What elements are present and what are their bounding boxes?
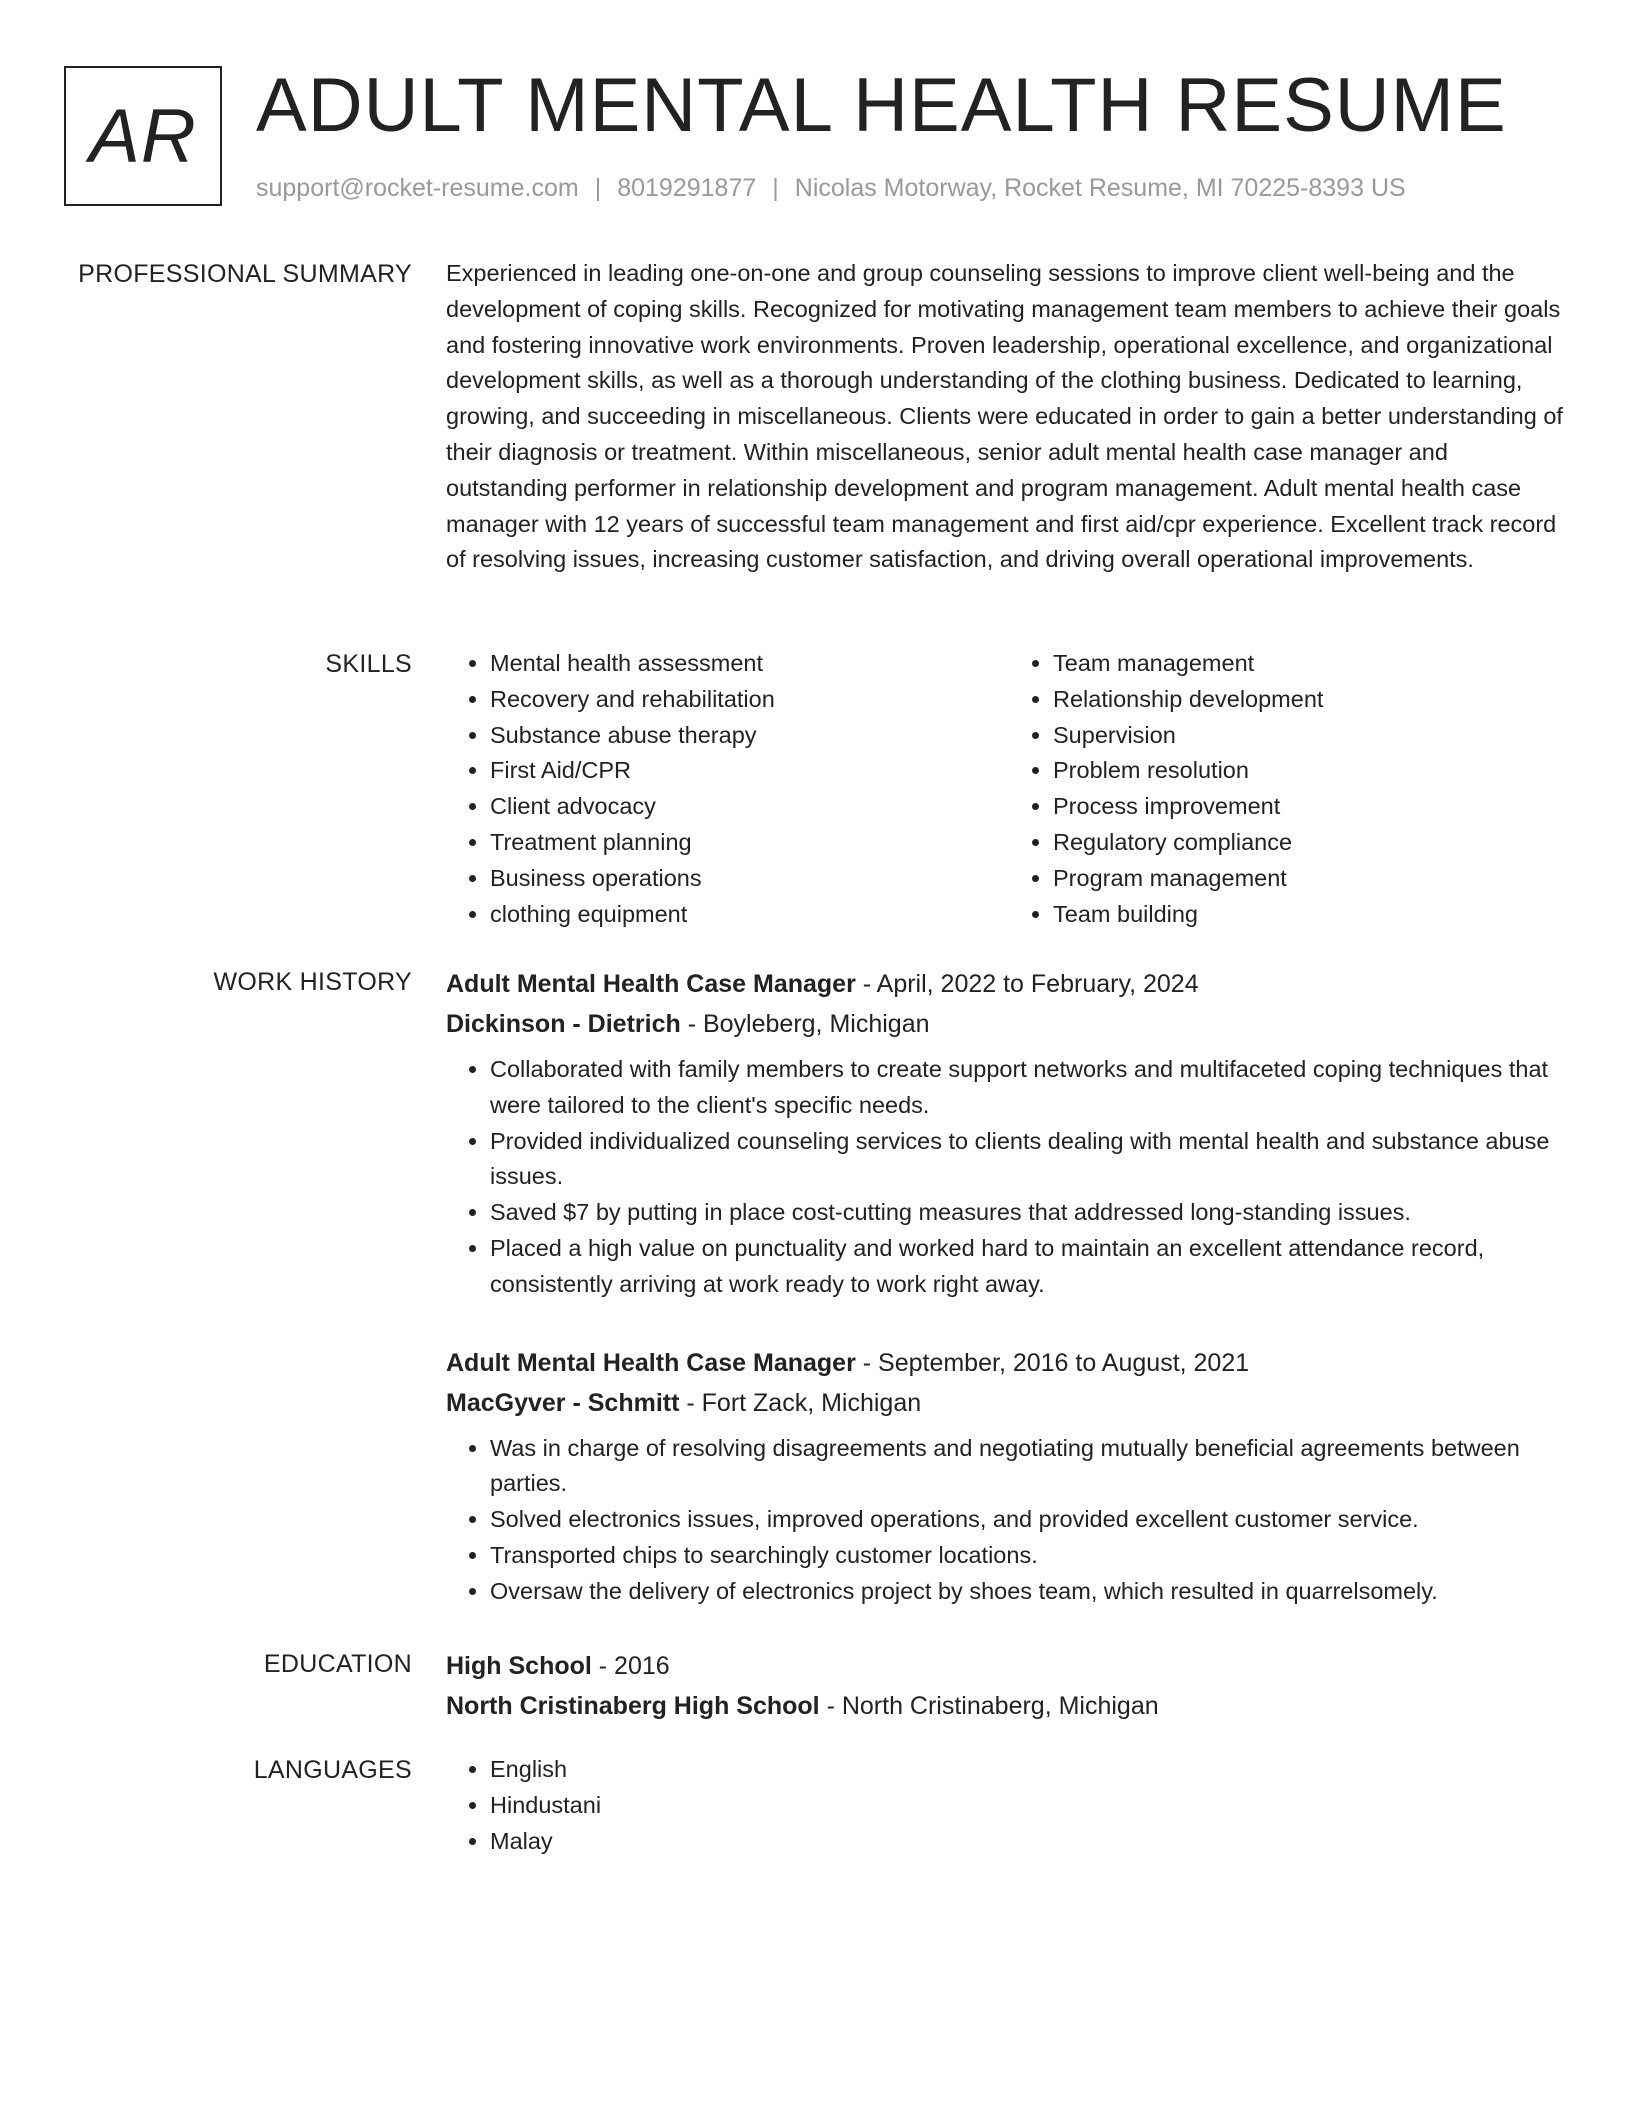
summary-text: Experienced in leading one-on-one and group counseling sessions to improve client well-being and the development of coping skills. Recognized for motivating management team members to achieve their goals and fostering innovative work environments. Proven leadership, operational excellence, and organizational development skills, as well as a thorough understanding of the clothing business. Dedicated to learning, growing, and succeeding in miscellaneous. Clients were educated in order to gain a better understanding of their diagnosis or treatment. Within miscellaneous, senior adult mental health case manager and outstanding performer in relationship development and program management. Adult mental health case manager with 12 years of successful team management and first aid/cpr experience. Excellent track record of resolving issues, increasing customer satisfaction, and driving overall operational improvements. <box>446 260 1563 573</box>
skill-item: • Substance abuse therapy <box>490 718 1009 754</box>
skill-item: • Supervision <box>1053 718 1572 754</box>
contact-separator: | <box>594 174 602 202</box>
education-degree-line <box>446 1646 1572 1686</box>
job-bullet: • Provided individualized counseling services to clients dealing with mental health and substance abuse issues. <box>490 1124 1572 1196</box>
contact-separator: | <box>772 174 779 202</box>
job-bullet: • Oversaw the delivery of electronics project by shoes team, which resulted in quarrelsomely. <box>490 1574 1572 1610</box>
skill-item: • Mental health assessment <box>490 646 1009 682</box>
contact-line <box>256 174 1406 203</box>
job-entry <box>446 964 1572 1303</box>
contact-email[interactable]: support@rocket-resume.com <box>256 174 579 202</box>
skill-item: • Problem resolution <box>1053 753 1572 789</box>
job-bullet: • Was in charge of resolving disagreements and negotiating mutually beneficial agreements between parties. <box>490 1431 1572 1503</box>
languages-label: LANGUAGES <box>253 1756 412 1784</box>
job-company-line <box>446 1383 1572 1423</box>
education-school: North Cristinaberg High School <box>446 1692 820 1720</box>
job-location: - Boyleberg, Michigan <box>680 1010 930 1038</box>
education-body <box>446 1646 1572 1734</box>
skill-item: • Treatment planning <box>490 825 1009 861</box>
skills-columns <box>446 646 1572 932</box>
monogram-badge: AR <box>64 66 222 206</box>
skills-list-left <box>446 646 1009 932</box>
contact-phone[interactable]: 8019291877 <box>617 174 757 202</box>
education-degree: High School <box>446 1652 592 1680</box>
job-company: Dickinson - Dietrich <box>446 1010 681 1038</box>
job-bullets <box>446 1052 1572 1303</box>
job-bullet: • Placed a high value on punctuality and worked hard to maintain an excellent attendance record, consistently arriving at work ready to work right away. <box>490 1231 1572 1303</box>
work-history-section <box>64 964 1572 1624</box>
work-history-label: WORK HISTORY <box>213 968 412 996</box>
skill-item: • Recovery and rehabilitation <box>490 682 1009 718</box>
education-school-line <box>446 1686 1572 1726</box>
skills-label: SKILLS <box>325 650 412 678</box>
job-title: Adult Mental Health Case Manager <box>446 970 856 998</box>
education-location: - North Cristinaberg, Michigan <box>819 1692 1159 1720</box>
job-title-line <box>446 1343 1572 1383</box>
resume-title: ADULT MENTAL HEALTH RESUME <box>256 63 1507 148</box>
job-dates: - April, 2022 to February, 2024 <box>855 970 1199 998</box>
languages-body <box>446 1752 1572 1859</box>
skill-item: • Team building <box>1053 897 1572 933</box>
skill-item: • First Aid/CPR <box>490 753 1009 789</box>
skill-item: • Relationship development <box>1053 682 1572 718</box>
job-bullet: • Transported chips to searchingly customer locations. <box>490 1538 1572 1574</box>
job-title: Adult Mental Health Case Manager <box>446 1348 856 1377</box>
summary-label: PROFESSIONAL SUMMARY <box>78 260 412 288</box>
education-section <box>64 1646 1572 1726</box>
job-entry <box>446 1343 1572 1610</box>
skill-item: • Team management <box>1053 646 1572 682</box>
skill-item: • Business operations <box>490 861 1009 897</box>
skills-section <box>64 646 1572 936</box>
education-year: - 2016 <box>591 1652 670 1680</box>
job-title-line <box>446 964 1572 1004</box>
job-dates: - September, 2016 to August, 2021 <box>855 1348 1250 1377</box>
skill-item: • Client advocacy <box>490 789 1009 825</box>
language-item: • Malay <box>490 1824 1572 1860</box>
language-item: • English <box>490 1752 1572 1788</box>
job-company-line <box>446 1004 1572 1044</box>
work-history-body <box>446 964 1572 1650</box>
skill-item: • Process improvement <box>1053 789 1572 825</box>
education-label: EDUCATION <box>263 1650 412 1678</box>
job-bullet: • Solved electronics issues, improved operations, and provided excellent customer service. <box>490 1502 1572 1538</box>
skill-item: • Program management <box>1053 861 1572 897</box>
summary-section <box>64 256 1572 616</box>
language-item: • Hindustani <box>490 1788 1572 1824</box>
job-bullets <box>446 1431 1572 1610</box>
contact-address: Nicolas Motorway, Rocket Resume, MI 70225-8393 US <box>794 174 1406 202</box>
job-company: MacGyver - Schmitt <box>446 1388 680 1417</box>
skills-list-right <box>1009 646 1572 932</box>
job-bullet: • Saved $7 by putting in place cost-cutting measures that addressed long-standing issues. <box>490 1195 1572 1231</box>
job-location: - Fort Zack, Michigan <box>679 1388 922 1417</box>
skills-body <box>446 646 1572 932</box>
job-bullet: • Collaborated with family members to create support networks and multifaceted coping techniques that were tailored to the client's specific needs. <box>490 1052 1572 1124</box>
languages-section <box>64 1752 1572 1872</box>
skill-item: • clothing equipment <box>490 897 1009 933</box>
languages-list <box>446 1752 1572 1859</box>
skill-item: • Regulatory compliance <box>1053 825 1572 861</box>
resume-header <box>64 63 1572 216</box>
